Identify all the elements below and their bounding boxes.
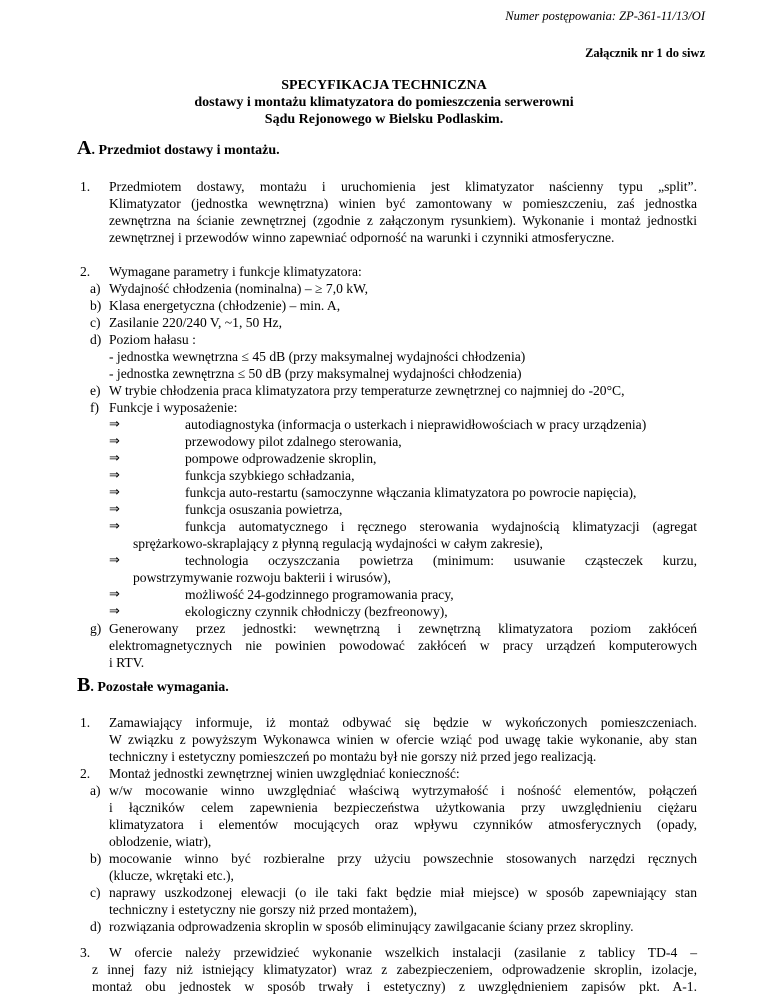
arrow-right-icon: ⇒ xyxy=(109,434,120,449)
arrow-right-icon: ⇒ xyxy=(109,553,120,568)
doc-title: SPECYFIKACJA TECHNICZNA xyxy=(281,78,487,93)
feature-item: przewodowy pilot zdalnego sterowania, xyxy=(185,434,402,449)
feature-item: funkcja automatycznego i ręcznego sterowania wydajnością klimatyzacji (agregat xyxy=(185,519,697,534)
b1-line-3: techniczny i estetyczny pomieszczeń po montażu był nie gorszy niż przed jego realizacją. xyxy=(109,749,597,764)
param-letter: c) xyxy=(90,315,101,330)
b3-line-2: z innej fazy niż istniejący klimatyzator) wraz z zabezpieczeniem, odprowadzenie skroplin, izolacje, xyxy=(92,962,697,977)
b2b-line-2: (klucze, wkrętaki etc.), xyxy=(109,868,234,883)
b-sub-letter: c) xyxy=(90,885,101,900)
param-functions: Funkcje i wyposażenie: xyxy=(109,400,238,415)
b2d-line: rozwiązania odprowadzenia skroplin w sposób eliminujący zawilgacanie ściany przez skropliny. xyxy=(109,919,634,934)
emi-line-1: Generowany przez jednostki: wewnętrzną i zewnętrzną klimatyzatora poziom zakłóceń xyxy=(109,621,697,636)
feature-item: funkcja szybkiego schładzania, xyxy=(185,468,355,483)
a1-line-1: Przedmiotem dostawy, montażu i uruchomienia jest klimatyzator naścienny typu „split”. xyxy=(109,179,697,194)
b3-line-3: montaż obu jednostek w sposób trwały i estetyczny) z uwzględnieniem zapisów pkt. A-1. xyxy=(92,979,697,994)
arrow-right-icon: ⇒ xyxy=(109,485,120,500)
param-temperature: W trybie chłodzenia praca klimatyzatora przy temperaturze zewnętrznej co najmniej do -20°C, xyxy=(109,383,625,398)
b2-number: 2. xyxy=(80,766,91,781)
param-letter: g) xyxy=(90,621,102,636)
doc-subtitle-2: Sądu Rejonowego w Bielsku Podlaskim. xyxy=(264,112,504,127)
param-letter: d) xyxy=(90,332,102,347)
feature-item: technologia oczyszczania powietrza (minimum: usuwanie cząsteczek kurzu, xyxy=(185,553,697,568)
attachment-label: Załącznik nr 1 do siwz xyxy=(585,46,705,60)
feature-item: funkcja auto-restartu (samoczynne włączania klimatyzatora po powrocie napięcia), xyxy=(185,485,637,500)
feature-item: pompowe odprowadzenie skroplin, xyxy=(185,451,377,466)
param-power: Zasilanie 220/240 V, ~1, 50 Hz, xyxy=(109,315,282,330)
b2c-line-2: techniczny i estetyczny nie gorszy niż przed montażem), xyxy=(109,902,417,917)
param-cooling: Wydajność chłodzenia (nominalna) – ≥ 7,0 kW, xyxy=(109,281,369,296)
a2-number: 2. xyxy=(80,264,91,279)
a2-heading: Wymagane parametry i funkcje klimatyzatora: xyxy=(109,264,362,279)
section-a-title: . Przedmiot dostawy i montażu. xyxy=(91,143,280,158)
doc-subtitle-1: dostawy i montażu klimatyzatora do pomieszczenia serwerowni xyxy=(194,95,574,110)
procedure-number: Numer postępowania: ZP-361-11/13/OI xyxy=(505,9,705,23)
feature-item: możliwość 24-godzinnego programowania pracy, xyxy=(185,587,454,602)
b-sub-letter: b) xyxy=(90,851,102,866)
b2a-line-1: w/w mocowanie winno uwzględniać właściwą wytrzymałość i nośność elementów, połączeń xyxy=(109,783,697,798)
param-noise: Poziom hałasu : xyxy=(109,332,196,347)
noise-outdoor: - jednostka zewnętrzna ≤ 50 dB (przy maksymalnej wydajności chłodzenia) xyxy=(109,366,522,381)
arrow-right-icon: ⇒ xyxy=(109,502,120,517)
a1-line-2: Klimatyzator (jednostka wewnętrzna) winien być zamontowany w pomieszczeniu, zaś jednostka xyxy=(109,196,697,211)
b2c-line-1: naprawy uszkodzonej elewacji (o ile taki fakt będzie miał miejsce) w sposób zapewniający stan xyxy=(109,885,697,900)
arrow-right-icon: ⇒ xyxy=(109,451,120,466)
feature-item: autodiagnostyka (informacja o usterkach i nieprawidłowościach w pracy urządzenia) xyxy=(185,417,647,432)
b-sub-letter: d) xyxy=(90,919,102,934)
param-energy-class: Klasa energetyczna (chłodzenie) – min. A, xyxy=(109,298,341,313)
b1-number: 1. xyxy=(80,715,91,730)
b2b-line-1: mocowanie winno być rozbieralne przy użyciu powszechnie stosowanych narzędzi ręcznych xyxy=(109,851,697,866)
section-b-heading xyxy=(77,674,229,696)
b2-heading: Montaż jednostki zewnętrznej winien uwzględniać konieczność: xyxy=(109,766,460,781)
param-letter: b) xyxy=(90,298,102,313)
b2a-line-4: oblodzenie, wiatr), xyxy=(109,834,212,849)
feature-item-cont: sprężarkowo-skraplający z płynną regulacją wydajności w całym zakresie), xyxy=(133,536,543,551)
param-letter: a) xyxy=(90,281,101,296)
b1-line-2: W związku z powyższym Wykonawca winien w ofercie wziąć pod uwagę takie wykonanie, aby stan xyxy=(109,732,697,747)
section-a-heading xyxy=(77,137,280,159)
arrow-right-icon: ⇒ xyxy=(109,417,120,432)
feature-item: funkcja osuszania powietrza, xyxy=(185,502,343,517)
a1-line-3: zewnętrzna na ścianie zewnętrznej (zgodnie z załączonym rysunkiem). Wykonanie i montaż jednostki xyxy=(109,213,697,228)
feature-item: ekologiczny czynnik chłodniczy (bezfreonowy), xyxy=(185,604,448,619)
b3-number: 3. xyxy=(80,945,91,960)
section-b-title: . Pozostałe wymagania. xyxy=(90,680,229,695)
emi-line-3: i RTV. xyxy=(109,655,145,670)
b-sub-letter: a) xyxy=(90,783,101,798)
section-a-letter: A xyxy=(77,137,92,159)
arrow-right-icon: ⇒ xyxy=(109,587,120,602)
b1-line-1: Zamawiający informuje, iż montaż odbywać się będzie w wykończonych pomieszczeniach. xyxy=(109,715,697,730)
emi-line-2: elektromagnetycznych nie powinien powodować zakłóceń w pracy urządzeń komputerowych xyxy=(109,638,697,653)
a1-line-4: zewnętrznej i przewodów winno zapewniać odporność na warunki i czynniki atmosferyczne. xyxy=(109,230,615,245)
param-letter: f) xyxy=(90,400,100,415)
arrow-right-icon: ⇒ xyxy=(109,519,120,534)
feature-item-cont: powstrzymywanie rozwoju bakterii i wirusów), xyxy=(133,570,391,585)
b2a-line-2: i łączników celem zapewnienia bezpieczeństwa użytkowania przy uwzględnieniu ciężaru xyxy=(109,800,697,815)
arrow-right-icon: ⇒ xyxy=(109,604,120,619)
noise-indoor: - jednostka wewnętrzna ≤ 45 dB (przy maksymalnej wydajności chłodzenia) xyxy=(109,349,526,364)
b2a-line-3: klimatyzatora i elementów mocujących oraz wpływu czynników atmosferycznych (opady, xyxy=(109,817,697,832)
a1-number: 1. xyxy=(80,179,91,194)
b3-line-1: W ofercie należy przewidzieć wykonanie wszelkich instalacji (zasilanie z tablicy TD-4 – xyxy=(109,945,697,960)
arrow-right-icon: ⇒ xyxy=(109,468,120,483)
section-b-letter: B xyxy=(77,674,91,696)
param-letter: e) xyxy=(90,383,101,398)
